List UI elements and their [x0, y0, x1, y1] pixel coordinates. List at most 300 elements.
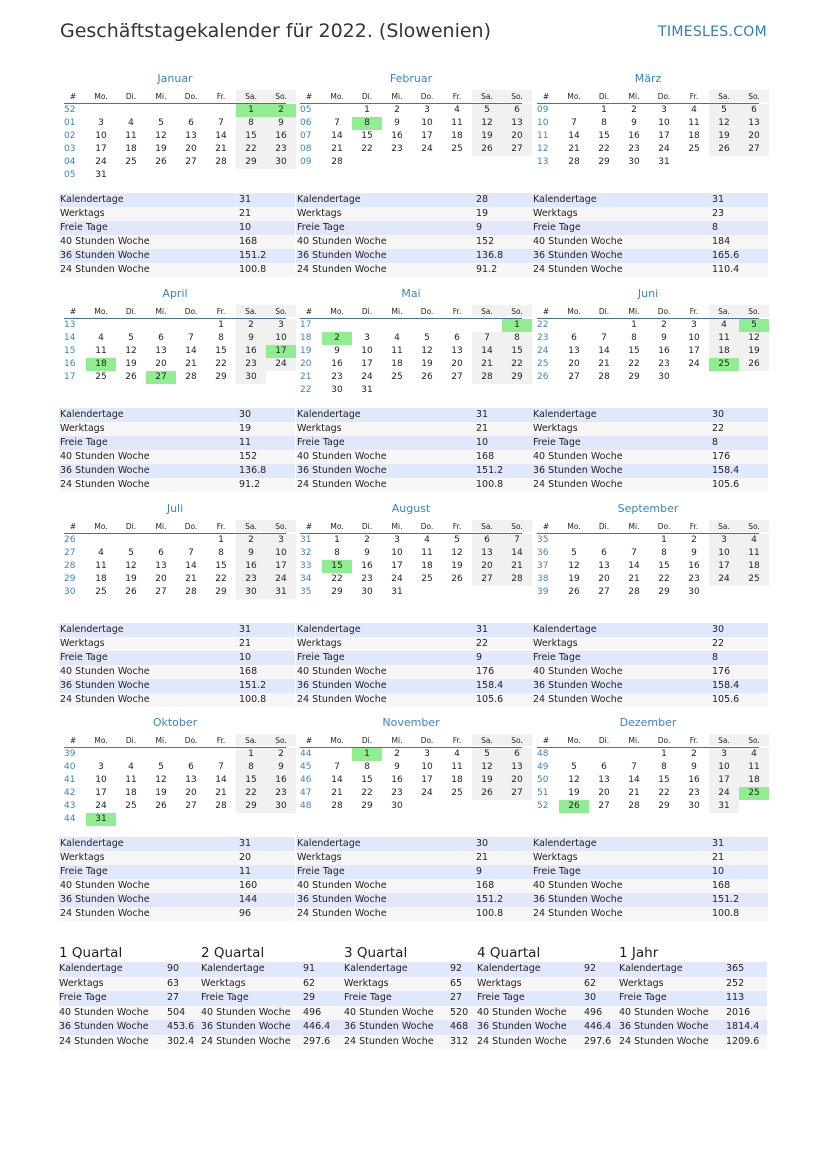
day-cell[interactable]: 22	[361, 144, 373, 154]
day-cell[interactable]: 29	[658, 801, 670, 811]
day-cell[interactable]: 10	[421, 118, 433, 128]
day-cell[interactable]: 28	[215, 157, 227, 167]
day-cell[interactable]: 30	[236, 371, 266, 384]
day-cell[interactable]: 18	[95, 574, 107, 584]
day-cell[interactable]: 17	[709, 774, 739, 787]
day-cell[interactable]: 5	[709, 104, 739, 117]
day-cell[interactable]: 15	[322, 560, 352, 573]
day-cell[interactable]: 3	[364, 333, 370, 343]
day-cell[interactable]: 15	[236, 130, 266, 143]
day-cell[interactable]: 8	[631, 333, 637, 343]
day-cell[interactable]: 18	[739, 560, 769, 573]
day-cell[interactable]: 14	[598, 346, 610, 356]
day-cell[interactable]: 24	[95, 157, 107, 167]
day-cell[interactable]: 1	[218, 535, 224, 545]
day-cell[interactable]: 17	[658, 131, 670, 141]
day-cell[interactable]: 8	[218, 548, 224, 558]
day-cell[interactable]: 1	[236, 104, 266, 117]
day-cell[interactable]: 13	[155, 561, 167, 571]
day-cell[interactable]: 5	[158, 118, 164, 128]
day-cell[interactable]: 5	[128, 333, 134, 343]
day-cell[interactable]: 7	[218, 762, 224, 772]
day-cell[interactable]: 20	[502, 130, 532, 143]
day-cell[interactable]: 22	[658, 788, 670, 798]
day-cell[interactable]: 20	[502, 774, 532, 787]
day-cell[interactable]: 23	[688, 574, 700, 584]
day-cell[interactable]: 23	[266, 143, 296, 156]
day-cell[interactable]: 14	[185, 346, 197, 356]
day-cell[interactable]: 13	[739, 117, 769, 130]
day-cell[interactable]: 22	[236, 143, 266, 156]
day-cell[interactable]: 24	[658, 144, 670, 154]
day-cell[interactable]: 24	[709, 787, 739, 800]
day-cell[interactable]: 29	[236, 156, 266, 169]
day-cell[interactable]: 24	[391, 574, 403, 584]
day-cell[interactable]: 11	[451, 118, 463, 128]
day-cell[interactable]: 19	[451, 561, 463, 571]
day-cell[interactable]: 8	[661, 762, 667, 772]
day-cell[interactable]: 22	[361, 788, 373, 798]
day-cell[interactable]: 16	[658, 346, 670, 356]
day-cell[interactable]: 25	[125, 801, 137, 811]
day-cell[interactable]: 19	[472, 774, 502, 787]
day-cell[interactable]: 11	[451, 762, 463, 772]
day-cell[interactable]: 22	[502, 358, 532, 371]
day-cell[interactable]: 6	[188, 762, 194, 772]
day-cell[interactable]: 1	[661, 749, 667, 759]
day-cell[interactable]: 3	[266, 319, 296, 332]
day-cell[interactable]: 26	[472, 787, 502, 800]
day-cell[interactable]: 29	[215, 587, 227, 597]
day-cell[interactable]: 10	[95, 131, 107, 141]
day-cell[interactable]: 23	[236, 573, 266, 586]
day-cell[interactable]: 21	[568, 144, 580, 154]
day-cell[interactable]: 6	[454, 333, 460, 343]
day-cell[interactable]: 31	[709, 800, 739, 813]
day-cell[interactable]: 24	[709, 573, 739, 586]
day-cell[interactable]: 13	[451, 346, 463, 356]
day-cell[interactable]: 22	[215, 574, 227, 584]
day-cell[interactable]: 1	[364, 105, 370, 115]
day-cell[interactable]: 7	[472, 332, 502, 345]
day-cell[interactable]: 6	[601, 548, 607, 558]
day-cell[interactable]: 14	[331, 131, 343, 141]
day-cell[interactable]: 26	[739, 358, 769, 371]
day-cell[interactable]: 19	[709, 130, 739, 143]
day-cell[interactable]: 13	[598, 561, 610, 571]
day-cell[interactable]: 4	[128, 118, 134, 128]
day-cell[interactable]: 9	[364, 548, 370, 558]
day-cell[interactable]: 5	[454, 535, 460, 545]
day-cell[interactable]: 30	[266, 800, 296, 813]
day-cell[interactable]: 18	[688, 131, 700, 141]
day-cell[interactable]: 12	[709, 117, 739, 130]
day-cell[interactable]: 3	[394, 535, 400, 545]
day-cell[interactable]: 14	[331, 775, 343, 785]
day-cell[interactable]: 18	[421, 561, 433, 571]
day-cell[interactable]: 26	[155, 801, 167, 811]
day-cell[interactable]: 5	[128, 548, 134, 558]
day-cell[interactable]: 19	[739, 345, 769, 358]
day-cell[interactable]: 9	[236, 547, 266, 560]
day-cell[interactable]: 11	[739, 547, 769, 560]
day-cell[interactable]: 14	[215, 775, 227, 785]
day-cell[interactable]: 20	[739, 130, 769, 143]
day-cell[interactable]: 8	[236, 761, 266, 774]
day-cell[interactable]: 6	[472, 534, 502, 547]
day-cell[interactable]: 27	[451, 372, 463, 382]
day-cell[interactable]: 19	[472, 130, 502, 143]
day-cell[interactable]: 29	[331, 587, 343, 597]
day-cell[interactable]: 12	[155, 775, 167, 785]
day-cell[interactable]: 16	[236, 560, 266, 573]
day-cell[interactable]: 4	[98, 548, 104, 558]
day-cell[interactable]: 21	[628, 788, 640, 798]
day-cell[interactable]: 9	[691, 762, 697, 772]
day-cell[interactable]: 2	[394, 749, 400, 759]
day-cell[interactable]: 16	[628, 131, 640, 141]
day-cell[interactable]: 16	[688, 775, 700, 785]
day-cell[interactable]: 6	[502, 104, 532, 117]
day-cell[interactable]: 15	[658, 561, 670, 571]
day-cell[interactable]: 2	[266, 748, 296, 761]
day-cell[interactable]: 27	[155, 587, 167, 597]
day-cell[interactable]: 5	[158, 762, 164, 772]
day-cell[interactable]: 21	[185, 574, 197, 584]
day-cell[interactable]: 3	[691, 320, 697, 330]
day-cell[interactable]: 13	[472, 547, 502, 560]
day-cell[interactable]: 5	[472, 104, 502, 117]
day-cell[interactable]: 9	[631, 118, 637, 128]
day-cell[interactable]: 19	[155, 788, 167, 798]
day-cell[interactable]: 8	[661, 548, 667, 558]
day-cell[interactable]: 2	[364, 535, 370, 545]
day-cell[interactable]: 19	[125, 359, 137, 369]
day-cell[interactable]: 6	[502, 748, 532, 761]
day-cell[interactable]: 9	[334, 346, 340, 356]
day-cell[interactable]: 31	[266, 586, 296, 599]
day-cell[interactable]: 8	[236, 117, 266, 130]
day-cell[interactable]: 9	[236, 332, 266, 345]
day-cell[interactable]: 27	[502, 143, 532, 156]
day-cell[interactable]: 16	[266, 130, 296, 143]
day-cell[interactable]: 1	[601, 105, 607, 115]
day-cell[interactable]: 21	[185, 359, 197, 369]
day-cell[interactable]: 13	[568, 346, 580, 356]
day-cell[interactable]: 6	[739, 104, 769, 117]
day-cell[interactable]: 18	[451, 775, 463, 785]
day-cell[interactable]: 6	[601, 762, 607, 772]
day-cell[interactable]: 11	[125, 131, 137, 141]
day-cell[interactable]: 5	[571, 762, 577, 772]
day-cell[interactable]: 4	[454, 105, 460, 115]
day-cell[interactable]: 16	[391, 131, 403, 141]
day-cell[interactable]: 28	[331, 157, 343, 167]
day-cell[interactable]: 8	[601, 118, 607, 128]
day-cell[interactable]: 19	[421, 359, 433, 369]
day-cell[interactable]: 8	[334, 548, 340, 558]
day-cell[interactable]: 7	[502, 534, 532, 547]
day-cell[interactable]: 3	[424, 749, 430, 759]
day-cell[interactable]: 29	[236, 800, 266, 813]
day-cell[interactable]: 30	[688, 587, 700, 597]
day-cell[interactable]: 10	[95, 775, 107, 785]
day-cell[interactable]: 3	[661, 105, 667, 115]
day-cell[interactable]: 6	[571, 333, 577, 343]
day-cell[interactable]: 11	[125, 775, 137, 785]
day-cell[interactable]: 15	[598, 131, 610, 141]
day-cell[interactable]: 22	[658, 574, 670, 584]
day-cell[interactable]: 26	[451, 574, 463, 584]
day-cell[interactable]: 28	[215, 801, 227, 811]
day-cell[interactable]: 21	[331, 788, 343, 798]
day-cell[interactable]: 16	[391, 775, 403, 785]
day-cell[interactable]: 23	[628, 144, 640, 154]
day-cell[interactable]: 13	[502, 761, 532, 774]
day-cell[interactable]: 16	[331, 359, 343, 369]
day-cell[interactable]: 26	[472, 143, 502, 156]
day-cell[interactable]: 23	[266, 787, 296, 800]
day-cell[interactable]: 31	[361, 385, 373, 395]
day-cell[interactable]: 19	[568, 788, 580, 798]
day-cell[interactable]: 1	[502, 319, 532, 332]
day-cell[interactable]: 21	[215, 788, 227, 798]
day-cell[interactable]: 20	[568, 359, 580, 369]
day-cell[interactable]: 28	[185, 587, 197, 597]
day-cell[interactable]: 27	[598, 587, 610, 597]
day-cell[interactable]: 19	[568, 574, 580, 584]
day-cell[interactable]: 15	[361, 775, 373, 785]
day-cell[interactable]: 18	[125, 144, 137, 154]
day-cell[interactable]: 24	[266, 573, 296, 586]
day-cell[interactable]: 30	[266, 156, 296, 169]
day-cell[interactable]: 4	[394, 333, 400, 343]
day-cell[interactable]: 2	[236, 319, 266, 332]
day-cell[interactable]: 25	[688, 144, 700, 154]
day-cell[interactable]: 4	[709, 319, 739, 332]
day-cell[interactable]: 22	[628, 359, 640, 369]
day-cell[interactable]: 1	[218, 320, 224, 330]
day-cell[interactable]: 23	[391, 788, 403, 798]
day-cell[interactable]: 12	[568, 561, 580, 571]
day-cell[interactable]: 25	[95, 372, 107, 382]
day-cell[interactable]: 22	[598, 144, 610, 154]
day-cell[interactable]: 2	[691, 749, 697, 759]
day-cell[interactable]: 25	[739, 573, 769, 586]
day-cell[interactable]: 14	[628, 561, 640, 571]
day-cell[interactable]: 2	[266, 104, 296, 117]
day-cell[interactable]: 4	[739, 748, 769, 761]
day-cell[interactable]: 11	[421, 548, 433, 558]
day-cell[interactable]: 30	[688, 801, 700, 811]
day-cell[interactable]: 25	[391, 372, 403, 382]
day-cell[interactable]: 27	[472, 573, 502, 586]
day-cell[interactable]: 5	[571, 548, 577, 558]
day-cell[interactable]: 15	[361, 131, 373, 141]
day-cell[interactable]: 17	[391, 561, 403, 571]
day-cell[interactable]: 17	[95, 788, 107, 798]
day-cell[interactable]: 20	[598, 574, 610, 584]
day-cell[interactable]: 6	[188, 118, 194, 128]
day-cell[interactable]: 17	[421, 131, 433, 141]
day-cell[interactable]: 20	[155, 574, 167, 584]
day-cell[interactable]: 14	[628, 775, 640, 785]
day-cell[interactable]: 10	[658, 118, 670, 128]
day-cell[interactable]: 5	[739, 319, 769, 332]
day-cell[interactable]: 30	[236, 586, 266, 599]
day-cell[interactable]: 11	[391, 346, 403, 356]
day-cell[interactable]: 18	[739, 774, 769, 787]
day-cell[interactable]: 8	[218, 333, 224, 343]
day-cell[interactable]: 14	[472, 345, 502, 358]
day-cell[interactable]: 20	[185, 788, 197, 798]
day-cell[interactable]: 4	[424, 535, 430, 545]
day-cell[interactable]: 2	[236, 534, 266, 547]
day-cell[interactable]: 28	[185, 372, 197, 382]
day-cell[interactable]: 7	[601, 333, 607, 343]
day-cell[interactable]: 28	[331, 801, 343, 811]
day-cell[interactable]: 17	[95, 144, 107, 154]
day-cell[interactable]: 15	[502, 345, 532, 358]
day-cell[interactable]: 25	[451, 144, 463, 154]
day-cell[interactable]: 15	[215, 561, 227, 571]
day-cell[interactable]: 26	[125, 587, 137, 597]
day-cell[interactable]: 9	[394, 762, 400, 772]
day-cell[interactable]: 13	[155, 346, 167, 356]
day-cell[interactable]: 30	[391, 801, 403, 811]
day-cell[interactable]: 3	[709, 748, 739, 761]
day-cell[interactable]: 21	[502, 560, 532, 573]
day-cell[interactable]: 15	[236, 774, 266, 787]
day-cell[interactable]: 27	[598, 801, 610, 811]
day-cell[interactable]: 26	[421, 372, 433, 382]
day-cell[interactable]: 11	[95, 561, 107, 571]
day-cell[interactable]: 12	[155, 131, 167, 141]
day-cell[interactable]: 31	[95, 170, 107, 180]
day-cell[interactable]: 12	[421, 346, 433, 356]
day-cell[interactable]: 16	[236, 345, 266, 358]
day-cell[interactable]: 27	[185, 801, 197, 811]
day-cell[interactable]: 23	[658, 359, 670, 369]
day-cell[interactable]: 15	[215, 346, 227, 356]
day-cell[interactable]: 27	[568, 372, 580, 382]
day-cell[interactable]: 1	[334, 535, 340, 545]
day-cell[interactable]: 12	[451, 548, 463, 558]
day-cell[interactable]: 14	[502, 547, 532, 560]
day-cell[interactable]: 10	[266, 547, 296, 560]
day-cell[interactable]: 30	[628, 157, 640, 167]
day-cell[interactable]: 15	[658, 775, 670, 785]
day-cell[interactable]: 9	[691, 548, 697, 558]
day-cell[interactable]: 11	[739, 761, 769, 774]
day-cell[interactable]: 20	[598, 788, 610, 798]
day-cell[interactable]: 10	[266, 332, 296, 345]
day-cell[interactable]: 2	[394, 105, 400, 115]
day-cell[interactable]: 26	[568, 587, 580, 597]
day-cell[interactable]: 29	[215, 372, 227, 382]
day-cell[interactable]: 21	[628, 574, 640, 584]
day-cell[interactable]: 19	[155, 144, 167, 154]
day-cell[interactable]: 16	[688, 561, 700, 571]
day-cell[interactable]: 19	[125, 574, 137, 584]
day-cell[interactable]: 28	[472, 371, 502, 384]
day-cell[interactable]: 29	[598, 157, 610, 167]
day-cell[interactable]: 25	[421, 574, 433, 584]
day-cell[interactable]: 25	[125, 157, 137, 167]
day-cell[interactable]: 11	[688, 118, 700, 128]
day-cell[interactable]: 28	[628, 801, 640, 811]
day-cell[interactable]: 1	[661, 535, 667, 545]
day-cell[interactable]: 12	[125, 561, 137, 571]
day-cell[interactable]: 14	[185, 561, 197, 571]
day-cell[interactable]: 30	[361, 587, 373, 597]
day-cell[interactable]: 13	[185, 131, 197, 141]
day-cell[interactable]: 26	[709, 143, 739, 156]
day-cell[interactable]: 2	[631, 105, 637, 115]
day-cell[interactable]: 24	[421, 788, 433, 798]
day-cell[interactable]: 12	[739, 332, 769, 345]
day-cell[interactable]: 28	[628, 587, 640, 597]
day-cell[interactable]: 4	[739, 534, 769, 547]
day-cell[interactable]: 29	[658, 587, 670, 597]
day-cell[interactable]: 9	[266, 117, 296, 130]
day-cell[interactable]: 10	[709, 547, 739, 560]
day-cell[interactable]: 20	[155, 359, 167, 369]
day-cell[interactable]: 9	[394, 118, 400, 128]
day-cell[interactable]: 4	[454, 749, 460, 759]
day-cell[interactable]: 30	[331, 385, 343, 395]
day-cell[interactable]: 6	[158, 548, 164, 558]
day-cell[interactable]: 17	[421, 775, 433, 785]
day-cell[interactable]: 13	[502, 117, 532, 130]
day-cell[interactable]: 21	[215, 144, 227, 154]
day-cell[interactable]: 21	[598, 359, 610, 369]
day-cell[interactable]: 25	[739, 787, 769, 800]
day-cell[interactable]: 3	[266, 534, 296, 547]
day-cell[interactable]: 10	[688, 333, 700, 343]
brand-link[interactable]: TIMESLES.COM	[658, 24, 767, 40]
day-cell[interactable]: 26	[559, 800, 589, 813]
day-cell[interactable]: 29	[628, 372, 640, 382]
day-cell[interactable]: 17	[688, 346, 700, 356]
day-cell[interactable]: 13	[598, 775, 610, 785]
day-cell[interactable]: 7	[631, 762, 637, 772]
day-cell[interactable]: 28	[568, 157, 580, 167]
day-cell[interactable]: 20	[185, 144, 197, 154]
day-cell[interactable]: 28	[598, 372, 610, 382]
day-cell[interactable]: 7	[631, 548, 637, 558]
day-cell[interactable]: 7	[571, 118, 577, 128]
day-cell[interactable]: 16	[361, 561, 373, 571]
day-cell[interactable]: 20	[472, 560, 502, 573]
day-cell[interactable]: 2	[322, 332, 352, 345]
day-cell[interactable]: 6	[158, 333, 164, 343]
day-cell[interactable]: 27	[502, 787, 532, 800]
day-cell[interactable]: 28	[502, 573, 532, 586]
day-cell[interactable]: 1	[236, 748, 266, 761]
day-cell[interactable]: 4	[691, 105, 697, 115]
day-cell[interactable]: 2	[691, 535, 697, 545]
day-cell[interactable]: 3	[98, 762, 104, 772]
day-cell[interactable]: 27	[739, 143, 769, 156]
day-cell[interactable]: 23	[331, 372, 343, 382]
day-cell[interactable]: 26	[125, 372, 137, 382]
day-cell[interactable]: 8	[352, 117, 382, 130]
day-cell[interactable]: 11	[709, 332, 739, 345]
day-cell[interactable]: 3	[424, 105, 430, 115]
day-cell[interactable]: 5	[424, 333, 430, 343]
day-cell[interactable]: 31	[658, 157, 670, 167]
